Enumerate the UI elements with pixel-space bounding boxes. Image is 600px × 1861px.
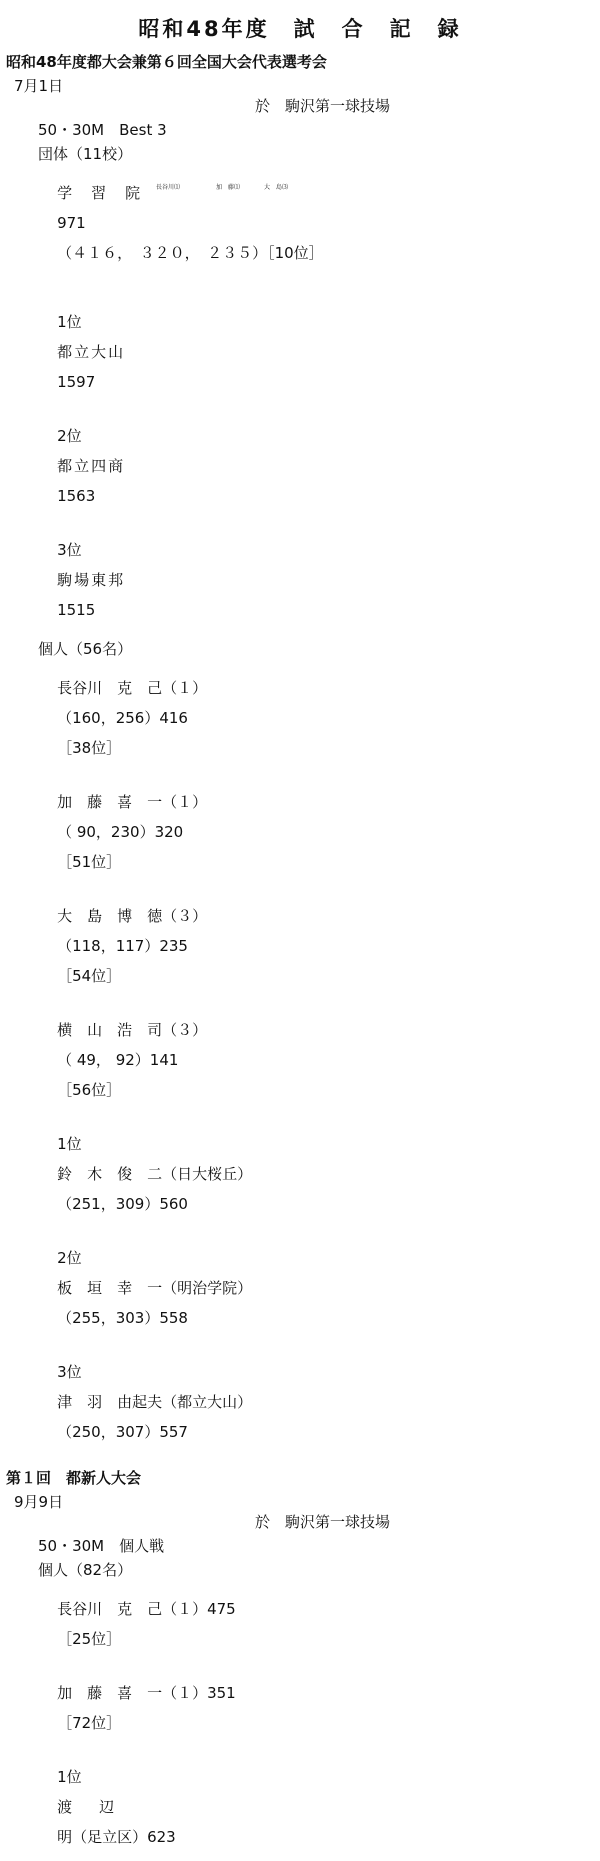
team-top-total: 971 — [57, 214, 86, 232]
team-score: 1597 — [57, 373, 96, 391]
individual-rank: ［72位］ — [57, 1714, 122, 1732]
page-title: 昭和48年度 試 合 記 録 — [138, 17, 462, 41]
individual-detail: （ 90，230）320 — [57, 823, 184, 841]
individual-rank: ［56位］ — [57, 1081, 122, 1099]
section-event-1: 50・30M Best 3 — [38, 121, 167, 139]
individual-name: 横 山 浩 司（３） — [57, 1021, 208, 1039]
team-rank: 3位 — [57, 541, 82, 559]
team-rank-row — [38, 528, 600, 633]
individual-row — [38, 1671, 600, 1746]
team-top-row — [38, 171, 324, 291]
team-name: 都立四商 — [57, 457, 126, 475]
individual-label-1: 個人（56名） — [38, 640, 133, 658]
individual-top-detail: （250，307）557 — [57, 1423, 188, 1441]
individual-top-detail: 明（足立区）623 — [57, 1828, 176, 1846]
team-rank-row — [38, 414, 600, 519]
individual-rank: ［54位］ — [57, 967, 122, 985]
individual-row — [38, 1008, 600, 1113]
section-venue-2: 於 駒沢第一球技場 — [255, 1513, 391, 1531]
section-venue-1: 於 駒沢第一球技場 — [255, 97, 391, 115]
team-top-rubi: 長谷川⑴ 加 藤⑴ 大 島⑶ — [156, 184, 289, 191]
individual-top-name: 鈴 木 俊 二（日大桜丘） — [57, 1165, 253, 1183]
section-date-2: 9月9日 — [14, 1493, 64, 1511]
individual-top-rank: 3位 — [57, 1363, 82, 1381]
team-rank: 1位 — [57, 313, 82, 331]
individual-top-row — [38, 1122, 600, 1227]
individual-row — [38, 894, 600, 999]
section-event-2: 50・30M 個人戦 — [38, 1537, 165, 1555]
individual-rank: ［38位］ — [57, 739, 122, 757]
individual-top-detail: （255，303）558 — [57, 1309, 188, 1327]
team-top-name: 学 習 院 — [57, 184, 143, 202]
individual-row — [38, 666, 600, 771]
individual-name: 大 島 博 徳（３） — [57, 907, 208, 925]
individual-top-detail: （251，309）560 — [57, 1195, 188, 1213]
team-label-1: 団体（11校） — [38, 145, 133, 163]
individual-detail: （ 49， 92）141 — [57, 1051, 179, 1069]
document-page — [0, 13, 600, 1846]
individual-detail: （118，117）235 — [57, 937, 188, 955]
section-heading-1: 昭和48年度都大会兼第６回全国大会代表選考会 — [6, 53, 327, 71]
team-score: 1515 — [57, 601, 96, 619]
individual-top-name: 渡 辺 — [57, 1798, 121, 1816]
individual-top-row — [38, 1350, 600, 1455]
individual-name: 長谷川 克 己（１）475 — [57, 1600, 236, 1618]
individual-top-rank: 2位 — [57, 1249, 82, 1267]
team-rank-row — [38, 300, 600, 405]
individual-name: 加 藤 喜 一（１） — [57, 793, 208, 811]
section-heading-2: 第１回 都新人大会 — [6, 1469, 142, 1487]
individual-top-row — [38, 1236, 600, 1341]
individual-top-row — [38, 1755, 600, 1860]
individual-name: 加 藤 喜 一（１）351 — [57, 1684, 236, 1702]
team-name: 駒場東邦 — [57, 571, 126, 589]
individual-top-name: 津 羽 由起夫（都立大山） — [57, 1393, 253, 1411]
individual-label-2: 個人（82名） — [38, 1561, 133, 1579]
individual-row — [38, 780, 600, 885]
team-top-detail: （４１６， ３２０， ２３５）［10位］ — [57, 244, 324, 262]
individual-detail: （160，256）416 — [57, 709, 188, 727]
individual-top-rank: 1位 — [57, 1135, 82, 1153]
team-name: 都立大山 — [57, 343, 126, 361]
section-date-1: 7月1日 — [14, 77, 64, 95]
individual-rank: ［25位］ — [57, 1630, 122, 1648]
individual-top-rank: 1位 — [57, 1768, 82, 1786]
individual-row — [38, 1587, 600, 1662]
team-rank: 2位 — [57, 427, 82, 445]
individual-name: 長谷川 克 己（１） — [57, 679, 208, 697]
team-score: 1563 — [57, 487, 96, 505]
individual-top-name: 板 垣 幸 一（明治学院） — [57, 1279, 253, 1297]
individual-rank: ［51位］ — [57, 853, 122, 871]
